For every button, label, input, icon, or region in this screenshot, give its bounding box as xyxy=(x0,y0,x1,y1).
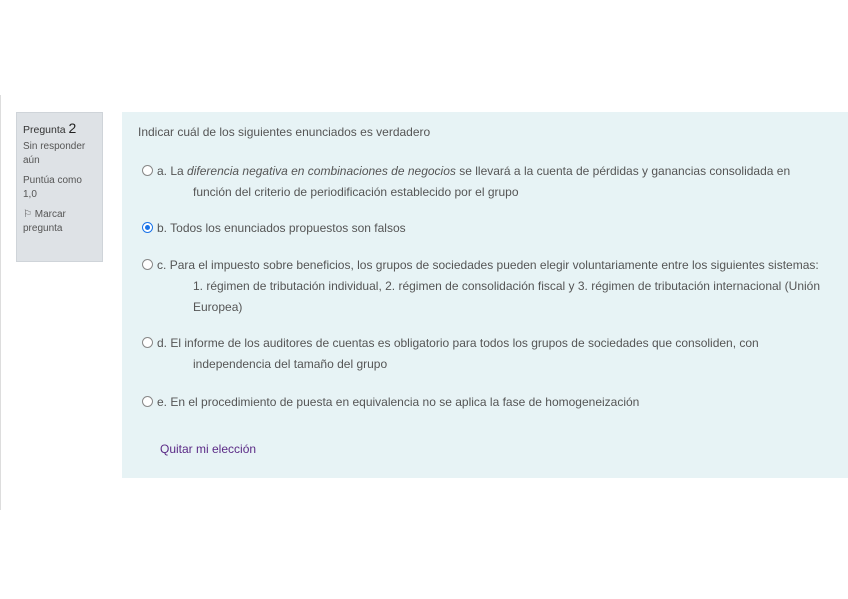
option-text: En el procedimiento de puesta en equivalencia no se aplica la fase de homogeneización xyxy=(170,395,640,409)
option-letter: c. xyxy=(157,258,167,272)
option-text-post: se llevará a la cuenta de pérdidas y ganancias consolidada en función del criterio de periodificación establecido por el grupo xyxy=(193,164,791,199)
radio-b-selected[interactable] xyxy=(142,222,153,233)
option-text: Todos los enunciados propuestos son falsos xyxy=(170,221,406,235)
option-b[interactable] xyxy=(142,218,832,239)
option-a[interactable] xyxy=(142,161,832,203)
clear-choice-link[interactable]: Quitar mi elección xyxy=(160,442,257,456)
question-label: Pregunta xyxy=(23,124,66,136)
option-e[interactable] xyxy=(142,392,832,413)
page-edge xyxy=(0,95,1,510)
question-number-value: 2 xyxy=(68,120,77,136)
option-text-emphasis: diferencia negativa en combinaciones de negocios xyxy=(187,164,456,178)
option-d[interactable] xyxy=(142,333,832,375)
question-state: Sin responder aún xyxy=(23,141,86,166)
question-number xyxy=(23,121,96,137)
option-letter: e. xyxy=(157,395,168,409)
option-c[interactable] xyxy=(142,255,832,318)
flag-question-link[interactable] xyxy=(23,208,96,236)
question-grade: Puntúa como 1,0 xyxy=(23,175,82,200)
flag-label: Marcar pregunta xyxy=(23,209,66,234)
radio-e[interactable] xyxy=(142,396,153,407)
question-content xyxy=(122,112,848,478)
question-info-panel xyxy=(16,112,103,262)
option-text: El informe de los auditores de cuentas es obligatorio para todos los grupos de sociedades que consoliden, con independencia del tamaño del grupo xyxy=(170,336,759,371)
option-letter: b. xyxy=(157,221,168,235)
option-letter: a. xyxy=(157,164,168,178)
radio-a[interactable] xyxy=(142,165,153,176)
radio-c[interactable] xyxy=(142,259,153,270)
question-text: Indicar cuál de los siguientes enunciados es verdadero xyxy=(138,125,431,139)
option-text-pre: La xyxy=(170,164,188,178)
option-letter: d. xyxy=(157,336,168,350)
flag-icon: ⚐ xyxy=(23,209,32,220)
option-text: Para el impuesto sobre beneficios, los grupos de sociedades pueden elegir voluntariamente entre los siguientes sistemas: 1. régimen de tributación individual, 2. régimen de consolidación fiscal y 3. régimen de tributación internacional (Unión Europea) xyxy=(169,258,821,314)
radio-d[interactable] xyxy=(142,337,153,348)
